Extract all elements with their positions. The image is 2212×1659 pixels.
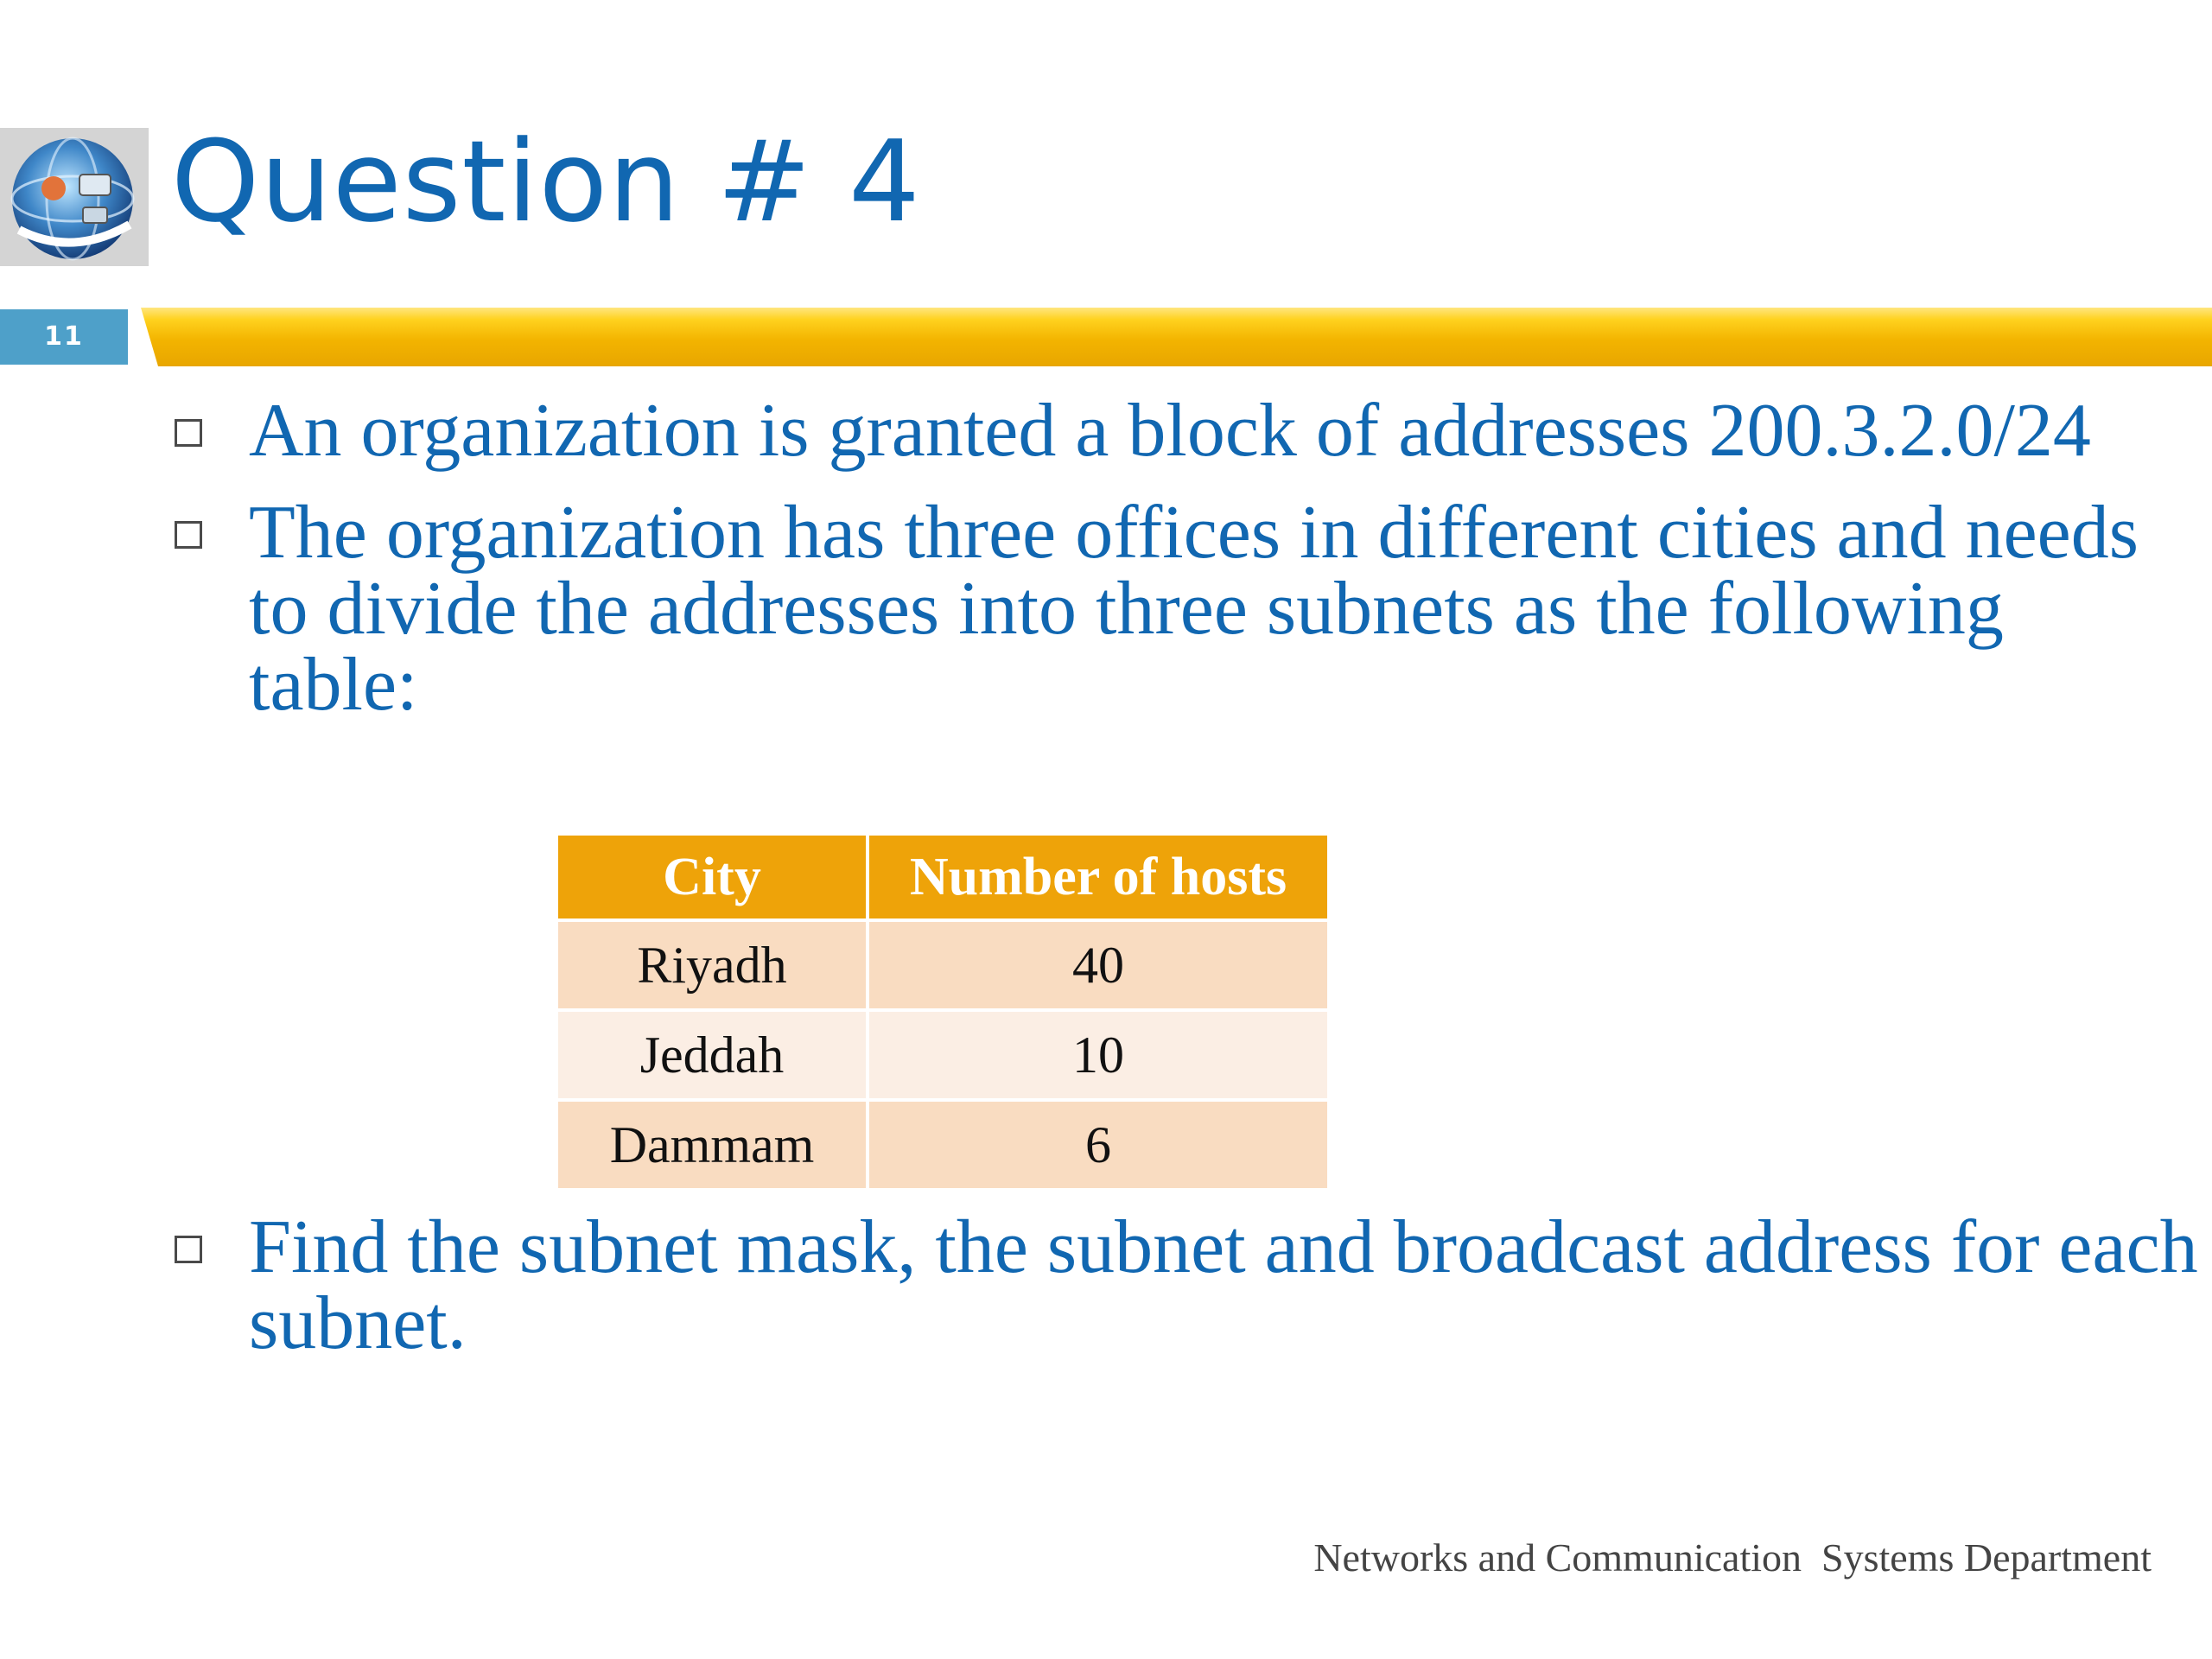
title-divider-bar	[141, 308, 2212, 366]
table-header-city: City	[556, 834, 868, 920]
slide-title: Question # 4	[171, 116, 921, 247]
table-row	[556, 920, 1329, 1010]
globe-logo-icon	[0, 128, 149, 266]
table-header-hosts: Number of hosts	[868, 834, 1329, 920]
table-header-row	[556, 834, 1329, 920]
footer-department: Networks and Communication Systems Department	[1313, 1535, 2152, 1580]
square-bullet-icon	[175, 419, 202, 447]
table-row	[556, 1100, 1329, 1190]
bullet-text: The organization has three offices in different cities and needs to divide the addresses into three subnets as the following table:	[249, 491, 2139, 727]
slide-number: 11	[0, 309, 128, 365]
hosts-table	[555, 832, 1331, 1192]
bullet-text: Find the subnet mask, the subnet and broadcast address for each subnet.	[249, 1205, 2198, 1365]
table-cell-hosts: 40	[868, 920, 1329, 1010]
table-row	[556, 1010, 1329, 1100]
table-cell-hosts: 10	[868, 1010, 1329, 1100]
bullet-item	[173, 491, 2160, 727]
table-cell-city: Riyadh	[556, 920, 868, 1010]
bullet-item	[173, 1205, 2212, 1365]
square-bullet-icon	[175, 521, 202, 549]
table-cell-city: Jeddah	[556, 1010, 868, 1100]
globe-logo-graphic	[0, 128, 149, 266]
bullet-text: An organization is granted a block of addresses 200.3.2.0/24	[249, 389, 2091, 473]
table-cell-hosts: 6	[868, 1100, 1329, 1190]
bullet-list	[173, 389, 2160, 749]
table-cell-city: Dammam	[556, 1100, 868, 1190]
bullet-item	[173, 389, 2160, 473]
square-bullet-icon	[175, 1236, 202, 1263]
